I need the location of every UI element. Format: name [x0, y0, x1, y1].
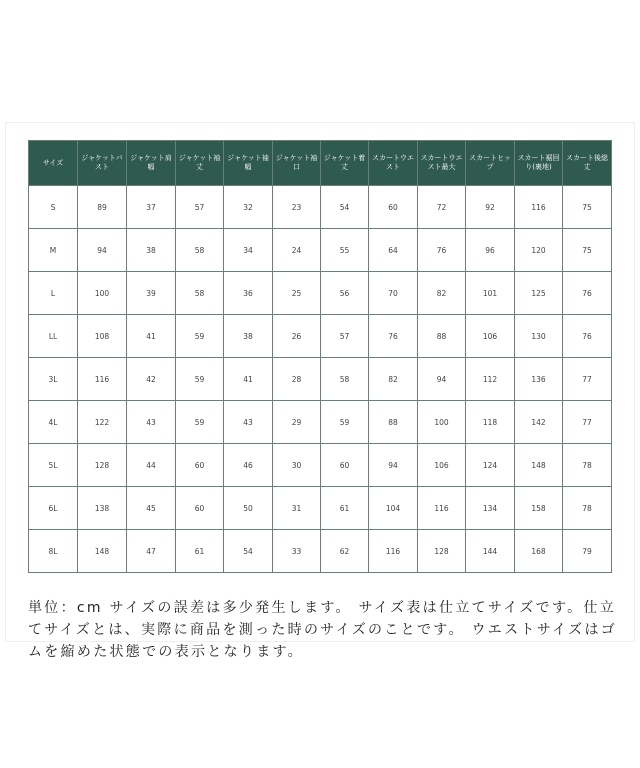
measurement-cell: 79	[563, 530, 612, 573]
size-label-cell: 5L	[29, 444, 78, 487]
header-cell: ジャケット着丈	[321, 141, 369, 186]
measurement-cell: 25	[273, 272, 321, 315]
measurement-cell: 116	[515, 186, 563, 229]
measurement-cell: 134	[466, 487, 515, 530]
measurement-cell: 100	[418, 401, 466, 444]
measurement-cell: 77	[563, 401, 612, 444]
measurement-cell: 28	[273, 358, 321, 401]
measurement-cell: 148	[515, 444, 563, 487]
measurement-cell: 88	[369, 401, 418, 444]
measurement-cell: 128	[78, 444, 127, 487]
measurement-cell: 89	[78, 186, 127, 229]
table-row	[29, 358, 612, 401]
measurement-cell: 45	[127, 487, 176, 530]
measurement-cell: 23	[273, 186, 321, 229]
measurement-cell: 41	[224, 358, 273, 401]
measurement-cell: 77	[563, 358, 612, 401]
measurement-cell: 76	[563, 272, 612, 315]
measurement-cell: 34	[224, 229, 273, 272]
header-cell: ジャケット袖丈	[176, 141, 224, 186]
measurement-cell: 116	[78, 358, 127, 401]
measurement-cell: 58	[176, 229, 224, 272]
measurement-cell: 37	[127, 186, 176, 229]
measurement-cell: 58	[176, 272, 224, 315]
measurement-cell: 58	[321, 358, 369, 401]
table-row	[29, 444, 612, 487]
measurement-cell: 33	[273, 530, 321, 573]
measurement-cell: 128	[418, 530, 466, 573]
measurement-cell: 55	[321, 229, 369, 272]
header-cell: スカート裾回り(裏地)	[515, 141, 563, 186]
size-note: 単位：cm サイズの誤差は多少発生します。 サイズ表は仕立てサイズです。仕立てサイズとは、実際に商品を測った時のサイズのことです。 ウエストサイズはゴムを縮めた状態での表示となります。	[28, 600, 618, 660]
measurement-cell: 60	[321, 444, 369, 487]
measurement-cell: 59	[176, 401, 224, 444]
table-row	[29, 229, 612, 272]
measurement-cell: 106	[418, 444, 466, 487]
measurement-cell: 94	[369, 444, 418, 487]
measurement-cell: 108	[78, 315, 127, 358]
measurement-cell: 56	[321, 272, 369, 315]
header-cell: スカート後総丈	[563, 141, 612, 186]
measurement-cell: 76	[563, 315, 612, 358]
measurement-cell: 57	[321, 315, 369, 358]
measurement-cell: 92	[466, 186, 515, 229]
measurement-cell: 118	[466, 401, 515, 444]
measurement-cell: 26	[273, 315, 321, 358]
measurement-cell: 116	[369, 530, 418, 573]
header-cell: ジャケット袖口	[273, 141, 321, 186]
measurement-cell: 142	[515, 401, 563, 444]
measurement-cell: 70	[369, 272, 418, 315]
table-row	[29, 186, 612, 229]
table-body	[29, 186, 612, 573]
measurement-cell: 61	[321, 487, 369, 530]
measurement-cell: 60	[369, 186, 418, 229]
measurement-cell: 104	[369, 487, 418, 530]
measurement-cell: 60	[176, 444, 224, 487]
measurement-cell: 32	[224, 186, 273, 229]
measurement-cell: 120	[515, 229, 563, 272]
measurement-cell: 94	[78, 229, 127, 272]
size-label-cell: M	[29, 229, 78, 272]
measurement-cell: 88	[418, 315, 466, 358]
measurement-cell: 94	[418, 358, 466, 401]
measurement-cell: 72	[418, 186, 466, 229]
measurement-cell: 82	[418, 272, 466, 315]
measurement-cell: 76	[418, 229, 466, 272]
measurement-cell: 59	[176, 358, 224, 401]
measurement-cell: 54	[321, 186, 369, 229]
measurement-cell: 39	[127, 272, 176, 315]
header-cell: スカートウエスト最大	[418, 141, 466, 186]
size-label-cell: LL	[29, 315, 78, 358]
measurement-cell: 54	[224, 530, 273, 573]
measurement-cell: 24	[273, 229, 321, 272]
measurement-cell: 158	[515, 487, 563, 530]
measurement-cell: 106	[466, 315, 515, 358]
header-cell: スカートウエスト	[369, 141, 418, 186]
size-label-cell: S	[29, 186, 78, 229]
measurement-cell: 100	[78, 272, 127, 315]
table-row	[29, 401, 612, 444]
measurement-cell: 31	[273, 487, 321, 530]
measurement-cell: 42	[127, 358, 176, 401]
table-row	[29, 272, 612, 315]
measurement-cell: 75	[563, 186, 612, 229]
measurement-cell: 75	[563, 229, 612, 272]
measurement-cell: 78	[563, 444, 612, 487]
measurement-cell: 29	[273, 401, 321, 444]
measurement-cell: 125	[515, 272, 563, 315]
measurement-cell: 59	[176, 315, 224, 358]
measurement-cell: 122	[78, 401, 127, 444]
measurement-cell: 50	[224, 487, 273, 530]
measurement-cell: 124	[466, 444, 515, 487]
measurement-cell: 41	[127, 315, 176, 358]
measurement-cell: 57	[176, 186, 224, 229]
size-label-cell: L	[29, 272, 78, 315]
table-row	[29, 530, 612, 573]
measurement-cell: 60	[176, 487, 224, 530]
header-cell: スカートヒップ	[466, 141, 515, 186]
measurement-cell: 148	[78, 530, 127, 573]
measurement-cell: 78	[563, 487, 612, 530]
header-cell: サイズ	[29, 141, 78, 186]
measurement-cell: 82	[369, 358, 418, 401]
measurement-cell: 38	[224, 315, 273, 358]
header-row	[29, 141, 612, 186]
measurement-cell: 112	[466, 358, 515, 401]
measurement-cell: 116	[418, 487, 466, 530]
header-cell: ジャケット肩幅	[127, 141, 176, 186]
size-label-cell: 4L	[29, 401, 78, 444]
measurement-cell: 144	[466, 530, 515, 573]
measurement-cell: 76	[369, 315, 418, 358]
size-chart-table	[28, 140, 612, 573]
measurement-cell: 62	[321, 530, 369, 573]
size-label-cell: 3L	[29, 358, 78, 401]
measurement-cell: 136	[515, 358, 563, 401]
size-label-cell: 8L	[29, 530, 78, 573]
size-label-cell: 6L	[29, 487, 78, 530]
measurement-cell: 101	[466, 272, 515, 315]
measurement-cell: 59	[321, 401, 369, 444]
measurement-cell: 168	[515, 530, 563, 573]
header-cell: ジャケットバスト	[78, 141, 127, 186]
measurement-cell: 64	[369, 229, 418, 272]
measurement-cell: 61	[176, 530, 224, 573]
measurement-cell: 46	[224, 444, 273, 487]
measurement-cell: 47	[127, 530, 176, 573]
measurement-cell: 96	[466, 229, 515, 272]
measurement-cell: 43	[224, 401, 273, 444]
table-row	[29, 487, 612, 530]
measurement-cell: 44	[127, 444, 176, 487]
header-cell: ジャケット袖幅	[224, 141, 273, 186]
measurement-cell: 138	[78, 487, 127, 530]
measurement-cell: 130	[515, 315, 563, 358]
table-row	[29, 315, 612, 358]
measurement-cell: 36	[224, 272, 273, 315]
measurement-cell: 43	[127, 401, 176, 444]
measurement-cell: 38	[127, 229, 176, 272]
measurement-cell: 30	[273, 444, 321, 487]
